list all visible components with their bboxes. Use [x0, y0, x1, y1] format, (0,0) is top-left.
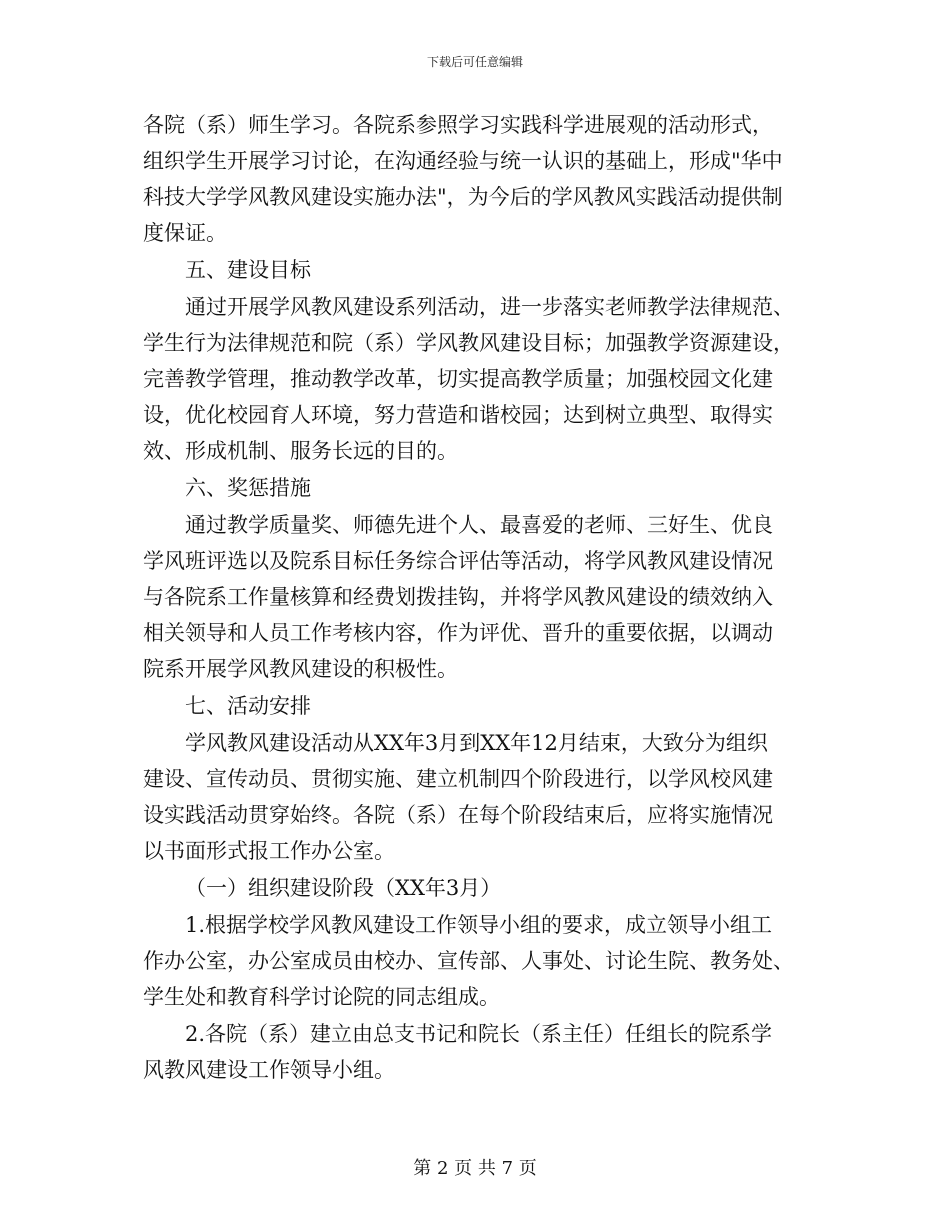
text-line: 组织学生开展学习讨论，在沟通经验与统一认识的基础上，形成"华中 [143, 149, 783, 173]
paragraph [143, 688, 813, 724]
paragraph [143, 870, 813, 906]
document-body [143, 107, 813, 1089]
paragraph [143, 289, 813, 469]
text-line: 设，优化校园育人环境，努力营造和谐校园；达到树立典型、取得实 [143, 403, 773, 427]
paragraph [143, 907, 813, 1015]
text-line: 学生行为法律规范和院（系）学风教风建设目标；加强教学资源建设， [143, 331, 794, 355]
text-line: 效、形成机制、服务长远的目的。 [143, 439, 458, 463]
paragraph [143, 507, 813, 687]
text-line: 以书面形式报工作办公室。 [143, 839, 395, 863]
page-footer: 第 2 页 共 7 页 [413, 1158, 537, 1179]
text-line: 科技大学学风教风建设实施办法"，为今后的学风教风实践活动提供制 [143, 185, 783, 209]
text-line: 学风班评选以及院系目标任务综合评估等活动，将学风教风建设情况 [143, 549, 773, 573]
paragraph [143, 1016, 813, 1088]
paragraph [143, 252, 813, 288]
text-line: 院系开展学风教风建设的积极性。 [143, 657, 458, 681]
text-line: 设实践活动贯穿始终。各院（系）在每个阶段结束后，应将实施情况 [143, 803, 773, 827]
text-line: 通过开展学风教风建设系列活动，进一步落实老师教学法律规范、 [185, 295, 794, 319]
paragraph [143, 725, 813, 869]
text-line: （一）组织建设阶段（XX年3月） [185, 876, 502, 900]
text-line: 七、活动安排 [185, 694, 311, 718]
text-line: 学风教风建设活动从XX年3月到XX年12月结束，大致分为组织 [185, 731, 768, 755]
text-line: 六、奖惩措施 [185, 476, 311, 500]
text-line: 完善教学管理，推动教学改革，切实提高教学质量；加强校园文化建 [143, 367, 773, 391]
text-line: 度保证。 [143, 221, 227, 245]
text-line: 通过教学质量奖、师德先进个人、最喜爱的老师、三好生、优良 [185, 513, 773, 537]
page-header: 下载后可任意编辑 [426, 55, 523, 69]
text-line: 建设、宣传动员、贯彻实施、建立机制四个阶段进行，以学风校风建 [143, 767, 773, 791]
text-line: 2.各院（系）建立由总支书记和院长（系主任）任组长的院系学 [185, 1022, 773, 1046]
text-line: 学生处和教育科学讨论院的同志组成。 [143, 985, 500, 1009]
text-line: 各院（系）师生学习。各院系参照学习实践科学进展观的活动形式， [143, 113, 773, 137]
text-line: 作办公室，办公室成员由校办、宣传部、人事处、讨论生院、教务处、 [143, 949, 794, 973]
paragraph [143, 107, 813, 251]
text-line: 风教风建设工作领导小组。 [143, 1058, 395, 1082]
text-line: 与各院系工作量核算和经费划拨挂钩，并将学风教风建设的绩效纳入 [143, 585, 773, 609]
text-line: 相关领导和人员工作考核内容，作为评优、晋升的重要依据，以调动 [143, 621, 773, 645]
text-line: 五、建设目标 [185, 258, 311, 282]
text-line: 1.根据学校学风教风建设工作领导小组的要求，成立领导小组工 [185, 913, 773, 937]
paragraph [143, 470, 813, 506]
